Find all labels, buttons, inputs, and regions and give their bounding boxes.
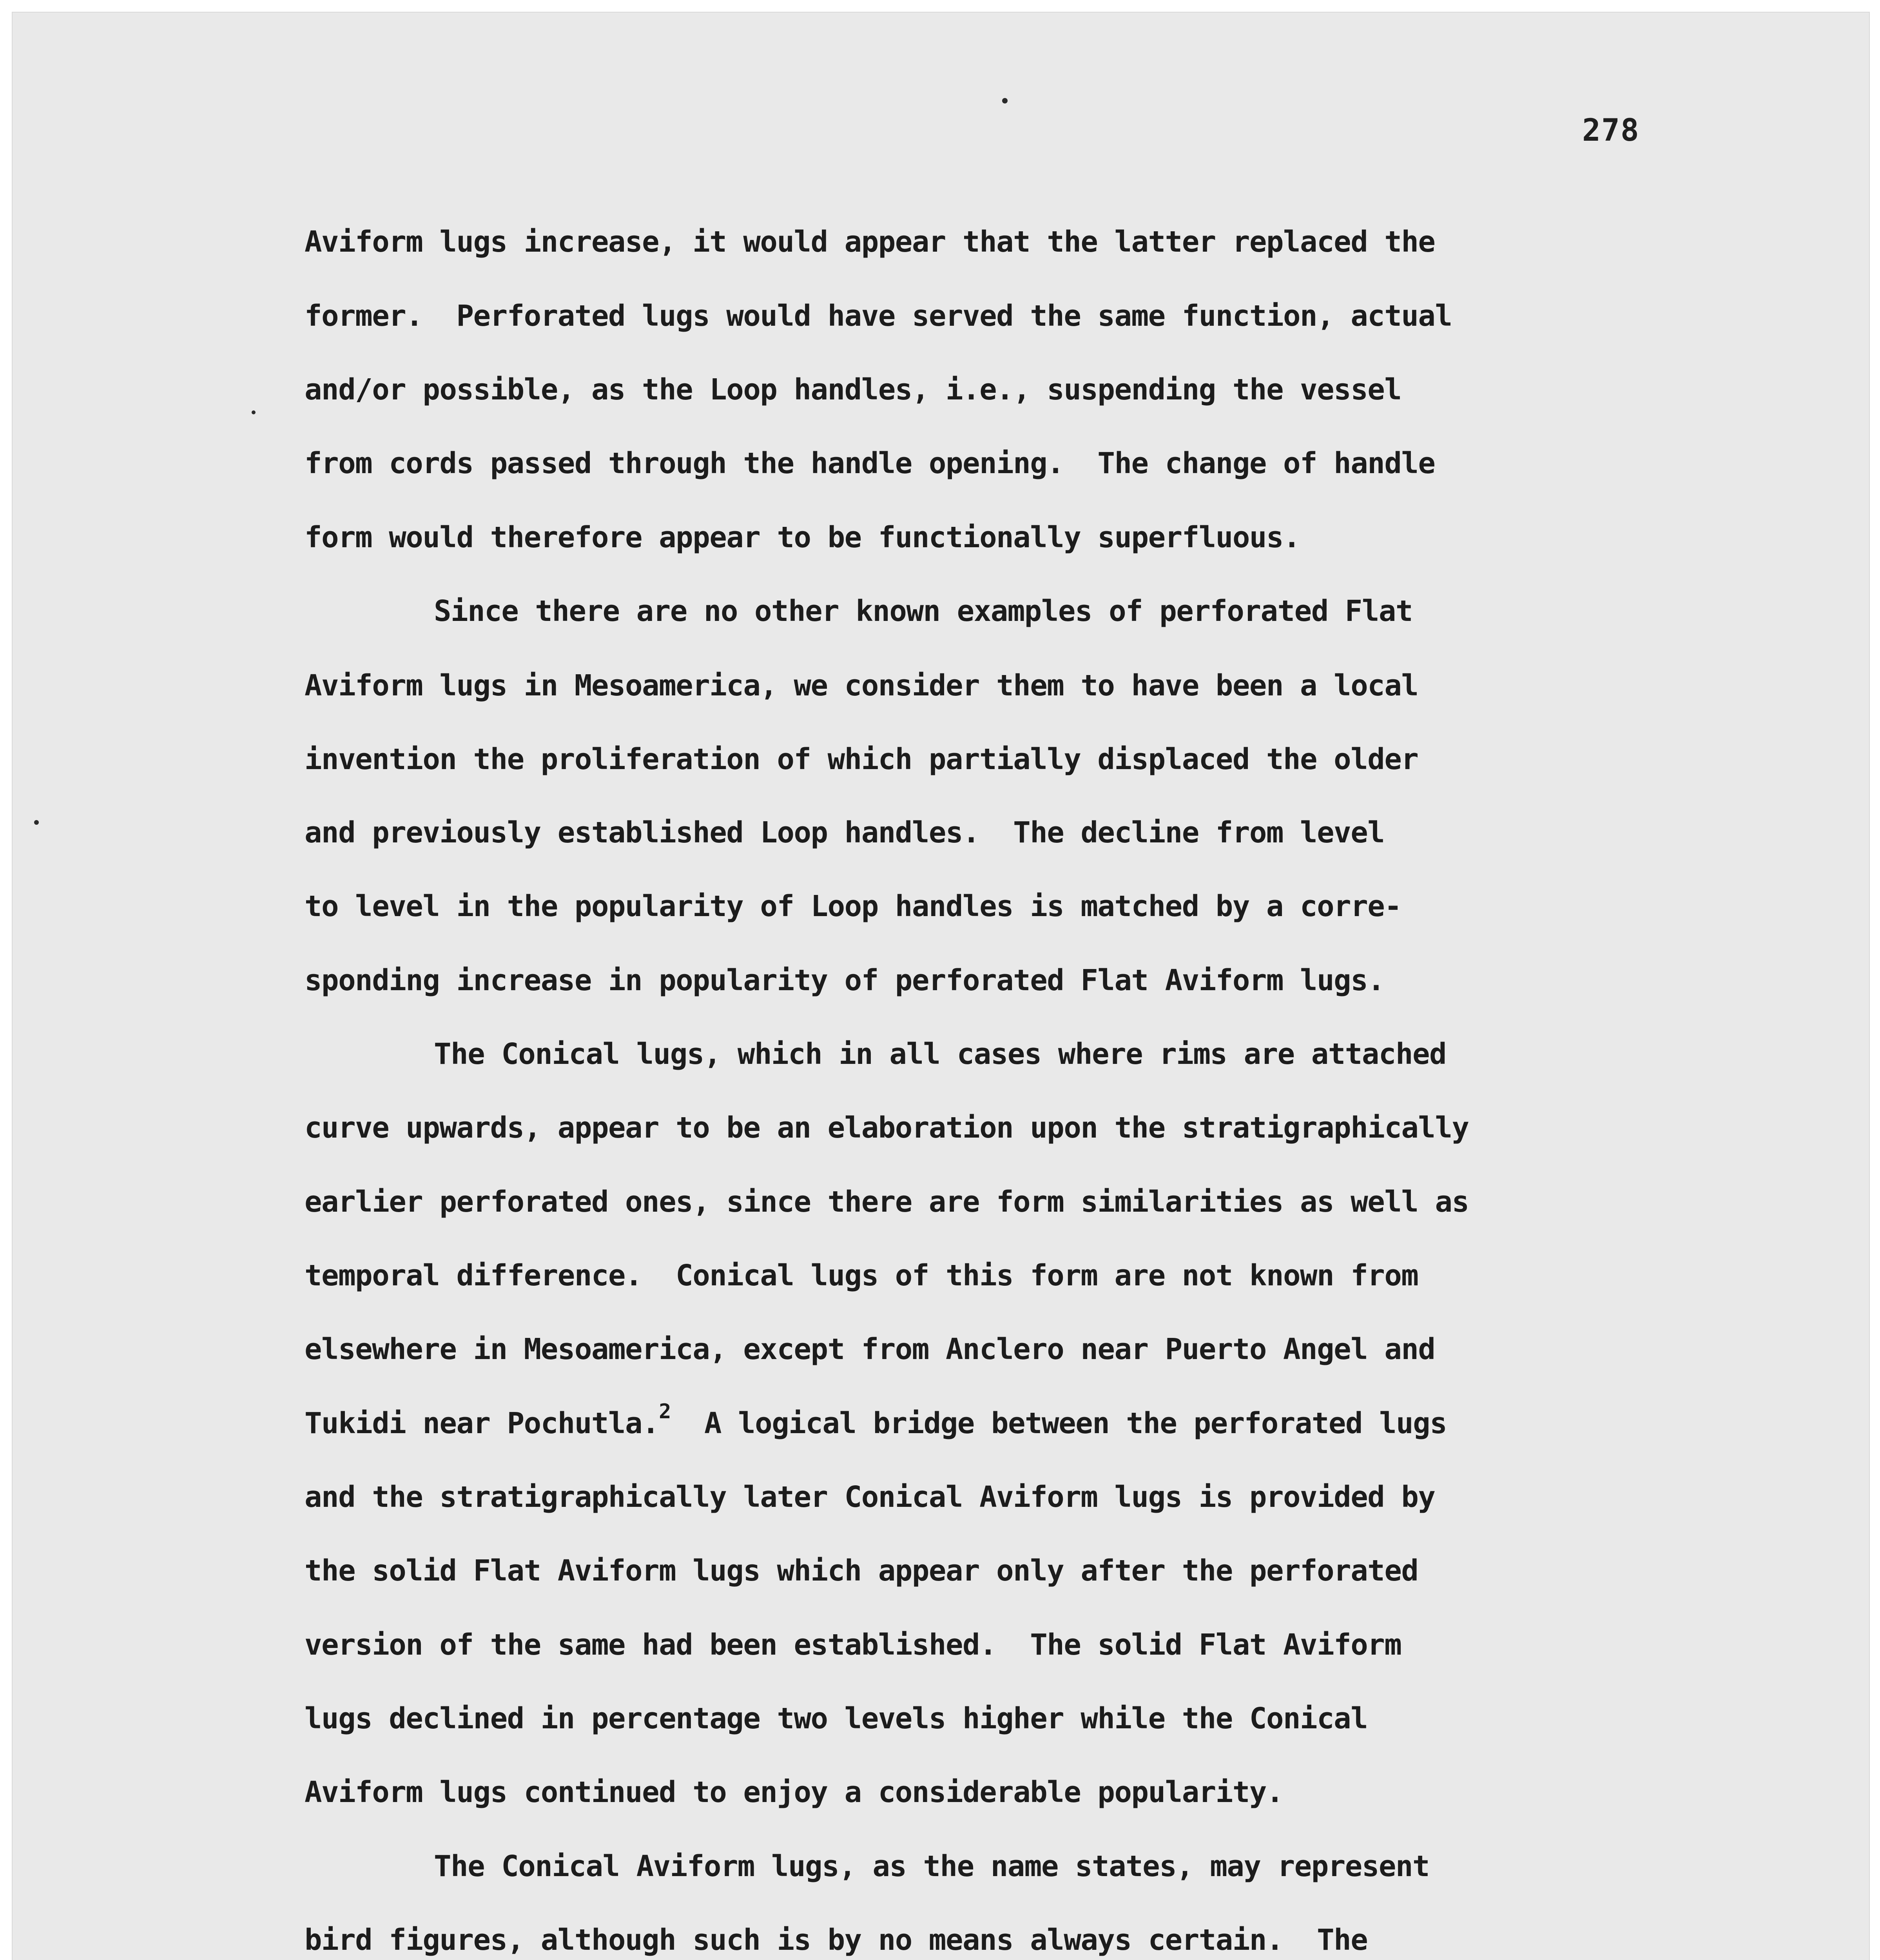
text-line: version of the same had been established. The solid Flat Aviform (305, 1628, 1401, 1662)
text-line: Aviform lugs increase, it would appear that the latter replaced the (305, 225, 1435, 259)
text-line: earlier perforated ones, since there are form similarities as well as (305, 1185, 1469, 1219)
scan-speck (1002, 98, 1008, 103)
text-line: lugs declined in percentage two levels higher while the Conical (305, 1702, 1368, 1735)
text-line: Aviform lugs in Mesoamerica, we consider them to have been a local (305, 669, 1418, 702)
text-segment: Tukidi near Pochutla. (305, 1406, 659, 1440)
text-line: Since there are no other known examples of perforated Flat (434, 594, 1413, 628)
text-line: former. Perforated lugs would have served the same function, actual (305, 299, 1452, 333)
text-line: and the stratigraphically later Conical Aviform lugs is provided by (305, 1480, 1435, 1514)
text-line: from cords passed through the handle opening. The change of handle (305, 446, 1435, 480)
text-line: temporal difference. Conical lugs of this form are not known from (305, 1259, 1418, 1292)
text-line: sponding increase in popularity of perforated Flat Aviform lugs. (305, 964, 1385, 997)
scanned-page (12, 12, 1870, 1960)
text-line: The Conical Aviform lugs, as the name states, may represent (434, 1849, 1430, 1883)
text-line: Aviform lugs continued to enjoy a considerable popularity. (305, 1775, 1284, 1809)
page-number: 278 (1582, 113, 1640, 148)
text-line: and previously established Loop handles. The decline from level (305, 816, 1385, 849)
footnote-reference: 2 (659, 1400, 671, 1423)
text-line: curve upwards, appear to be an elaboration upon the stratigraphically (305, 1111, 1469, 1145)
text-segment: A logical bridge between the perforated lugs (670, 1406, 1447, 1440)
text-line: and/or possible, as the Loop handles, i.e., suspending the vessel (305, 373, 1401, 407)
text-line: elsewhere in Mesoamerica, except from Anclero near Puerto Angel and (305, 1332, 1435, 1366)
scan-speck (34, 820, 39, 825)
text-line: the solid Flat Aviform lugs which appear only after the perforated (305, 1554, 1418, 1588)
text-line: bird figures, although such is by no means always certain. The (305, 1923, 1368, 1957)
text-line: The Conical lugs, which in all cases where rims are attached (434, 1037, 1447, 1071)
text-line: form would therefore appear to be functionally superfluous. (305, 521, 1300, 554)
scan-speck (252, 410, 256, 414)
text-line: invention the proliferation of which partially displaced the older (305, 742, 1418, 776)
text-line: to level in the popularity of Loop handles is matched by a corre- (305, 889, 1401, 923)
text-line-with-footnote (305, 1400, 1447, 1440)
